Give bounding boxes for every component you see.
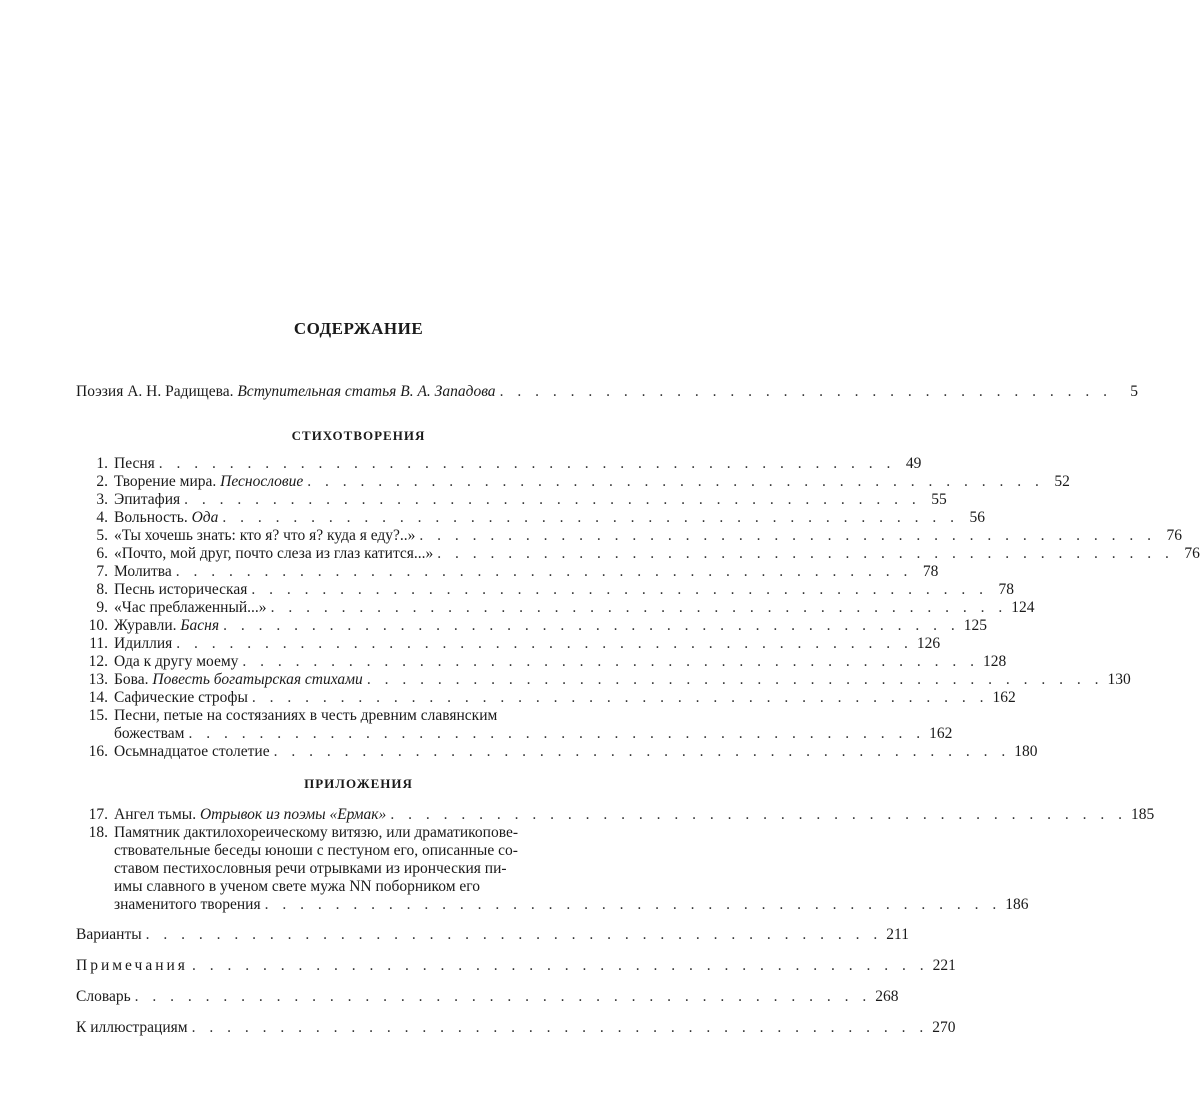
entry-italic: Вступительная статья В. А. Западова xyxy=(237,383,496,400)
leader-dots: . . . . . . . . . . . . . . . . . . . . . . . . . . . . . . . . . . . . . . . . . . xyxy=(223,617,960,634)
leader-dots: . . . . . . . . . . . . . . . . . . . . . . . . . . . . . . . . . . . . . . . . . . xyxy=(184,491,921,508)
toc-entry[interactable]: 5. «Ты хочешь знать: кто я? что я? куда я еду?..» . . . . . . . . . . . . . . . . . . . . . . . . . . . . . . . . . . . . . . . . . . 76 xyxy=(96,527,1183,544)
leader-dots: . . . . . . . . . . . . . . . . . . . . . . . . . . . . . . . . . . . . . . . . . . xyxy=(390,806,1127,823)
leader-dots: . . . . . . . . . . . . . . . . . . . . . . . . . . . . . . . . . . . . . . . . . . xyxy=(188,725,926,742)
toc-entry[interactable]: 16. Осьмнадцатое столетие . . . . . . . . . . . . . . . . . . . . . . . . . . . . . . . . . . . . . . . . . . 180 xyxy=(88,743,1038,760)
toc-entry[interactable]: 14. Сафические строфы . . . . . . . . . . . . . . . . . . . . . . . . . . . . . . . . . . . . . . . . . . 162 xyxy=(88,689,1016,706)
leader-dots: . . . . . . . . . . . . . . . . . . . . . . . . . . . . . . . . . . . . . . . . . . xyxy=(307,473,1044,490)
page-title: СОДЕРЖАНИЕ xyxy=(293,319,424,338)
leader-dots: . . . . . . . . . . . . . . . . . . . . . . . . . . . . . . . . . . . . . . . . . . xyxy=(222,509,960,526)
leader-dots: . . . . . . . . . . . . . . . . . . . . . . . . . . . . . . . . . . . . . . . . . . xyxy=(270,599,1008,616)
toc-entry[interactable]: 3. Эпитафия . . . . . . . . . . . . . . . . . . . . . . . . . . . . . . . . . . . . . . . . . . 55 xyxy=(96,491,947,508)
toc-entry[interactable]: 17. Ангел тьмы. Отрывок из поэмы «Ермак» . . . . . . . . . . . . . . . . . . . . . . . . . . . . . . . . . . . . . . . . . . 185 xyxy=(88,806,1155,823)
entry-page: 5 xyxy=(1130,383,1138,400)
toc-entry[interactable]: 13. Бова. Повесть богатырская стихами . . . . . . . . . . . . . . . . . . . . . . . . . . . . . . . . . . . . . . . . . . 130 xyxy=(88,671,1131,688)
leader-dots: . . . . . . . . . . . . . . . . . . . . . . . . . . . . . . . . . . . . . . . . . . xyxy=(251,689,989,706)
toc-entry-glossary[interactable]: Словарь . . . . . . . . . . . . . . . . . . . . . . . . . . . . . . . . . . . . . . . . . . 268 xyxy=(76,988,899,1005)
toc-entry[interactable]: 10. Журавли. Басня . . . . . . . . . . . . . . . . . . . . . . . . . . . . . . . . . . . . . . . . . . 125 xyxy=(88,617,987,634)
toc-entry[interactable]: 11. Идиллия . . . . . . . . . . . . . . . . . . . . . . . . . . . . . . . . . . . . . . . . . . 126 xyxy=(89,635,941,652)
entry-text: Поэзия А. Н. Радищева. xyxy=(76,383,238,400)
toc-entry[interactable]: 9. «Час преблаженный...» . . . . . . . . . . . . . . . . . . . . . . . . . . . . . . . . . . . . . . . . . . 124 xyxy=(96,599,1035,616)
toc-entry-variants[interactable]: Варианты . . . . . . . . . . . . . . . . . . . . . . . . . . . . . . . . . . . . . . . . . . 211 xyxy=(76,926,909,943)
leader-dots: . . . . . . . . . . . . . . . . . . . . . . . . . . . . . . . . . . . . . . . . . . xyxy=(134,988,872,1005)
leader-dots: . . . . . . . . . . . . . . . . . . . . . . . . . . . . . . . . . . . . . . . . . . xyxy=(176,635,913,652)
leader-dots: . . . . . . . . . . . . . . . . . . . . . . . . . . . . . . . . . . . . . . . . . . xyxy=(264,896,1002,913)
leader-dots: . . . . . . . . . . . . . . . . . . . . . . . . . . . . . . . . . . . . . . . . . . xyxy=(191,1019,929,1036)
leader-dots: . . . . . . . . . . . . . . . . . . . . . . . . . . . . . . . . . . . . . . . . . . xyxy=(158,455,896,472)
toc-entry[interactable]: 1. Песня . . . . . . . . . . . . . . . . . . . . . . . . . . . . . . . . . . . . . . . . . . 49 xyxy=(96,455,922,472)
toc-entry[interactable]: 2. Творение мира. Песнословие . . . . . . . . . . . . . . . . . . . . . . . . . . . . . . . . . . . . . . . . . . 52 xyxy=(96,473,1070,490)
toc-entry-illustrations[interactable]: К иллюстрациям . . . . . . . . . . . . . . . . . . . . . . . . . . . . . . . . . . . . . . . . . . 270 xyxy=(76,1019,956,1036)
leader-dots: . . . . . . . . . . . . . . . . . . . . . . . . . . . . . . . . . . . . . . . . . . xyxy=(437,545,1174,562)
toc-entry[interactable]: 6. «Почто, мой друг, почто слеза из глаз катится...» . . . . . . . . . . . . . . . . . . . . . . . . . . . . . . . . . . . . . . . . . . 76 xyxy=(96,545,1200,562)
leader-dots: . . . . . . . . . . . . . . . . . . . . . . . . . . . . . . . . . . . . . . . . . . xyxy=(366,671,1104,688)
toc-entry[interactable]: 7. Молитва . . . . . . . . . . . . . . . . . . . . . . . . . . . . . . . . . . . . . . . . . . 78 xyxy=(96,563,939,580)
leader-dots: . . . . . . . . . . . . . . . . . . . . . . . . . . . . . . . . . . . . . . . . . . xyxy=(419,527,1157,544)
section-heading-poems: СТИХОТВОРЕНИЯ xyxy=(291,428,426,443)
toc-entry-intro[interactable] xyxy=(76,383,1138,401)
section-heading-appendix: ПРИЛОЖЕНИЯ xyxy=(304,776,413,791)
leader-dots: . . . . . . . . . . . . . . . . . . . . . . . . . . . . . . . . . . . . . . . . . . xyxy=(251,581,988,598)
toc-entry-multiline[interactable]: 18. Памятник дактилохореическому витязю, или драматикопове- ствовательные беседы юноши с пестуном его, описанные со- ставом пестихословныя речи отрывками из иронческия пи- имы славного в ученом свете мужа NN поборником его знаменитого творения . . . . . . . . . . . . . . . . . . . . . . . . . . . . . . . . . . . . . . . . . . 186 xyxy=(88,824,1029,913)
leader-dots: . . . . . . . . . . . . . . . . . . . . . . . . . . . . . . . . . . . . . . . . . . xyxy=(145,926,883,943)
toc-entry-multiline[interactable]: 15. Песни, петые на состязаниях в честь древним славянским божествам . . . . . . . . . . . . . . . . . . . . . . . . . . . . . . . . . . . . . . . . . . 162 xyxy=(88,707,953,742)
leader-dots: . . . . . . . . . . . . . . . . . . . . . . . . . . . . . . . . . . . . . . . . . . xyxy=(273,743,1011,760)
leader-dots: . . . . . . . . . . . . . . . . . . . . . . . . . . . . . . . . . . . . . . . . . . xyxy=(242,653,980,670)
toc-entry[interactable]: 8. Песнь историческая . . . . . . . . . . . . . . . . . . . . . . . . . . . . . . . . . . . . . . . . . . 78 xyxy=(96,581,1014,598)
leader-dots: . . . . . . . . . . . . . . . . . . . . . . . . . . . . . . . . . . . xyxy=(499,383,1112,400)
leader-dots: . . . . . . . . . . . . . . . . . . . . . . . . . . . . . . . . . . . . . . . . . . xyxy=(191,957,929,974)
leader-dots: . . . . . . . . . . . . . . . . . . . . . . . . . . . . . . . . . . . . . . . . . . xyxy=(175,563,913,580)
toc-entry[interactable]: 12. Ода к другу моему . . . . . . . . . . . . . . . . . . . . . . . . . . . . . . . . . . . . . . . . . . 128 xyxy=(88,653,1007,670)
toc-entry[interactable]: 4. Вольность. Ода . . . . . . . . . . . . . . . . . . . . . . . . . . . . . . . . . . . . . . . . . . 56 xyxy=(96,509,986,526)
toc-entry-notes[interactable]: Примечания . . . . . . . . . . . . . . . . . . . . . . . . . . . . . . . . . . . . . . . . . . 221 xyxy=(76,957,956,974)
